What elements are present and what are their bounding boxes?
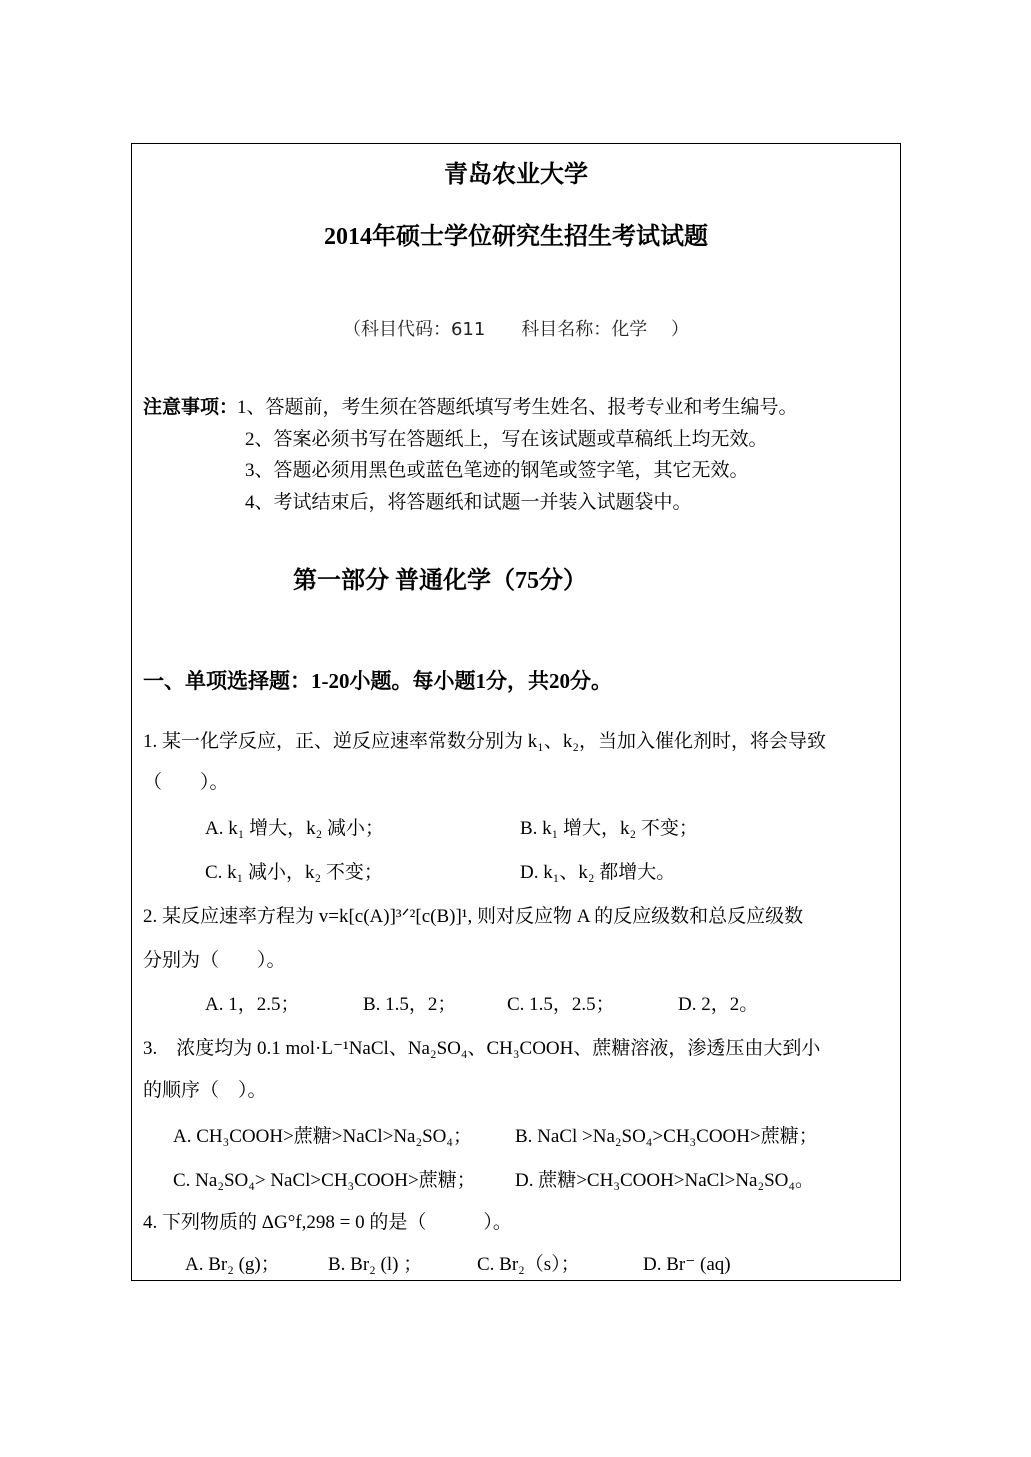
question-2-text: 2. 某反应速率方程为 v=k[c(A)]³ᐟ²[c(B)]¹, 则对反应物 A 的反应级数和总反应级数 — [143, 906, 804, 927]
subject-info: （科目代码：611 科目名称：化学 ） — [342, 319, 690, 340]
option: C. Br₂（s）； — [477, 1254, 580, 1275]
page-frame — [131, 143, 901, 1281]
option: B. NaCl >Na₂SO₄>CH₃COOH>蔗糖； — [515, 1126, 818, 1147]
option: A. 1，2.5； — [205, 994, 300, 1015]
note-item: 4、考试结束后，将答题纸和试题一并装入试题袋中。 — [245, 492, 692, 513]
question-1-text: （ ）。 — [143, 772, 229, 793]
option: C. k₁ 减小，k₂ 不变； — [205, 862, 383, 883]
note-item: 1、答题前，考生须在答题纸填写考生姓名、报考专业和考生编号。 — [237, 397, 798, 418]
option: C. 1.5，2.5； — [507, 994, 615, 1015]
option: D. 2，2。 — [678, 994, 759, 1015]
option: D. 蔗糖>CH₃COOH>NaCl>Na₂SO₄。 — [515, 1170, 815, 1191]
option: A. Br₂ (g)； — [185, 1254, 280, 1275]
note-item: 2、答案必须书写在答题纸上，写在该试题或草稿纸上均无效。 — [245, 429, 768, 450]
section-heading: 一、单项选择题：1-20小题。每小题1分，共20分。 — [143, 669, 612, 693]
option: D. Br⁻ (aq) — [643, 1254, 731, 1275]
question-1-text: 1. 某一化学反应，正、逆反应速率常数分别为 k₁、k₂，当加入催化剂时，将会导致 — [143, 731, 827, 752]
option: B. k₁ 增大，k₂ 不变； — [520, 818, 698, 839]
question-3-text: 的顺序（ ）。 — [143, 1080, 267, 1101]
note-item: 3、答题必须用黑色或蓝色笔迹的钢笔或签字笔，其它无效。 — [245, 460, 749, 481]
university-title: 青岛农业大学 — [444, 162, 588, 188]
question-3-text: 3. 浓度均为 0.1 mol·L⁻¹NaCl、Na₂SO₄、CH₃COOH、蔗糖溶液，渗透压由大到小 — [143, 1038, 821, 1059]
option: D. k₁、k₂ 都增大。 — [520, 862, 676, 883]
exam-title: 2014年硕士学位研究生招生考试试题 — [324, 224, 708, 250]
part-heading: 第一部分 普通化学（75分） — [293, 568, 587, 594]
option: A. CH₃COOH>蔗糖>NaCl>Na₂SO₄； — [173, 1126, 473, 1147]
option: B. 1.5，2； — [363, 994, 457, 1015]
option: A. k₁ 增大，k₂ 减小； — [205, 818, 384, 839]
option: B. Br₂ (l) ； — [328, 1254, 423, 1275]
notes-label: 注意事项： — [143, 397, 239, 418]
question-4-text: 4. 下列物质的 ΔG°f,298 = 0 的是（ ）。 — [143, 1212, 512, 1233]
question-2-text: 分别为（ ）。 — [143, 950, 286, 971]
option: C. Na₂SO₄> NaCl>CH₃COOH>蔗糖； — [173, 1170, 476, 1191]
